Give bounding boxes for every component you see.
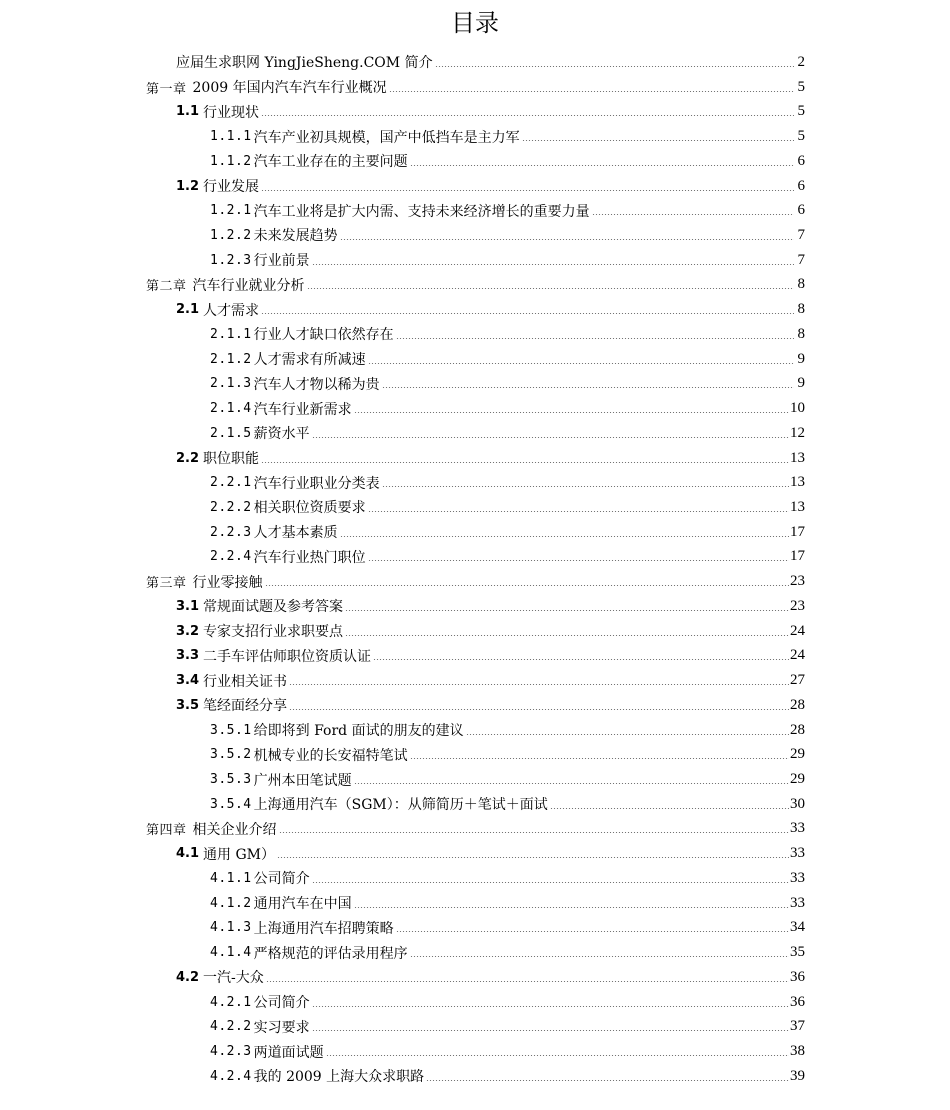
toc-entry-title: 上海通用汽车招聘策略 [253,920,394,937]
dot-leader [382,387,794,388]
toc-entry[interactable] [146,817,805,842]
dot-leader [289,709,789,710]
toc-entry-page-number: 33 [790,869,805,886]
toc-entry-page-number: 8 [797,301,805,318]
toc-entry-title: 汽车工业存在的主要问题 [253,154,408,171]
toc-entry-title: 应届生求职网 YingJieSheng.COM 简介 [176,55,433,72]
dot-leader [550,808,789,809]
toc-entry-page-number: 34 [790,919,805,936]
toc-entry-number: 3.2 [176,623,200,639]
toc-entry-number: 4.1 [176,846,200,862]
toc-entry-title: 公司简介 [253,871,310,888]
toc-entry[interactable] [176,594,805,619]
toc-entry-number: 1.1.2 [210,153,252,169]
toc-entry-number: 2.1.1 [210,326,252,342]
toc-entry-page-number: 29 [790,746,805,763]
dot-leader [396,338,794,339]
toc-entry-title: 我的 2009 上海大众求职路 [253,1069,425,1086]
toc-entry-page-number: 10 [790,400,805,417]
toc-entry[interactable] [176,965,805,990]
toc-entry-title: 汽车人才物以稀为贵 [253,376,380,393]
toc-entry-title: 严格规范的评估录用程序 [253,945,408,962]
toc-entry[interactable] [210,866,805,891]
toc-entry-number: 2.1.5 [210,425,252,441]
toc-entry[interactable] [176,668,805,693]
toc-entry-number: 4.2.2 [210,1019,252,1035]
toc-entry-number: 1.2.3 [210,252,252,268]
toc-entry-number: 1.1.1 [210,129,252,145]
toc-entry-number: 第三章 [146,576,187,592]
toc-entry-title: 汽车行业热门职位 [253,549,366,566]
toc-entry-title: 一汽-大众 [203,970,264,987]
toc-entry-page-number: 9 [797,350,805,367]
toc-entry-page-number: 8 [797,325,805,342]
toc-entry-title: 广州本田笔试题 [253,772,352,789]
toc-entry-title: 相关职位资质要求 [253,500,366,517]
toc-entry-page-number: 6 [797,202,805,219]
toc-entry-page-number: 23 [790,573,805,590]
toc-entry-number: 3.5.4 [210,796,252,812]
toc-entry-title: 常规面试题及参考答案 [203,599,344,616]
toc-entry-title: 专家支招行业求职要点 [203,624,344,641]
toc-entry[interactable] [210,990,805,1015]
dot-leader [261,462,789,463]
toc-entry-title: 汽车行业职业分类表 [253,475,380,492]
dot-leader [266,981,789,982]
toc-entry[interactable] [210,248,805,273]
dot-leader [354,907,789,908]
toc-entry[interactable] [176,50,805,75]
toc-entry-number: 4.1.2 [210,895,252,911]
toc-entry-page-number: 5 [797,78,805,95]
toc-entry-number: 第四章 [146,823,187,839]
toc-entry-title: 汽车产业初具规模，国产中低挡车是主力军 [253,129,520,146]
dot-leader [354,412,789,413]
dot-leader [261,115,794,116]
toc-entry[interactable] [210,1064,805,1089]
toc-entry-title: 上海通用汽车（SGM）：从筛简历＋笔试＋面试 [253,797,548,814]
toc-entry-title: 2009 年国内汽车汽车行业概况 [192,80,387,97]
dot-leader [312,437,789,438]
toc-entry-page-number: 24 [790,647,805,664]
toc-entry[interactable] [210,742,805,767]
toc-entry[interactable] [176,99,805,124]
toc-entry-page-number: 6 [797,152,805,169]
dot-leader [345,610,789,611]
toc-entry[interactable] [210,198,805,223]
toc-entry-page-number: 6 [797,177,805,194]
toc-entry-page-number: 37 [790,1018,805,1035]
toc-entry[interactable] [210,371,805,396]
toc-entry-number: 2.2 [176,450,200,466]
toc-entry[interactable] [146,569,805,594]
toc-entry-page-number: 36 [790,968,805,985]
toc-entry-page-number: 13 [790,498,805,515]
toc-entry-number: 3.5.1 [210,722,252,738]
toc-entry-title: 公司简介 [253,995,310,1012]
toc-entry-number: 1.2.1 [210,203,252,219]
dot-leader [279,832,789,833]
toc-entry-number: 2.1.4 [210,401,252,417]
toc-entry[interactable] [210,495,805,520]
toc-entry-page-number: 5 [797,128,805,145]
toc-entry-page-number: 39 [790,1067,805,1084]
toc-entry-number: 3.5.3 [210,772,252,788]
toc-entry[interactable] [210,767,805,792]
toc-entry-page-number: 35 [790,944,805,961]
dot-leader [307,288,794,289]
toc-entry[interactable] [146,273,805,298]
dot-leader [289,684,789,685]
dot-leader [426,1080,789,1081]
toc-entry-title: 人才需求 [203,302,260,319]
toc-entry-title: 行业发展 [203,179,260,195]
toc-entry-title: 人才基本素质 [253,525,338,542]
toc-entry-number: 3.5 [176,697,200,713]
toc-entry-title: 行业相关证书 [203,673,288,690]
toc-entry-page-number: 17 [790,548,805,565]
toc-entry-page-number: 8 [797,276,805,293]
dot-leader [373,659,789,660]
toc-entry-page-number: 13 [790,449,805,466]
toc-entry[interactable] [210,718,805,743]
toc-entry-number: 4.1.3 [210,920,252,936]
toc-entry[interactable] [210,149,805,174]
toc-entry[interactable] [176,297,805,322]
toc-entry[interactable] [176,693,805,718]
toc-entry[interactable] [210,124,805,149]
toc-entry-page-number: 5 [797,103,805,120]
toc-entry[interactable] [176,841,805,866]
toc-entry-title: 通用汽车在中国 [253,896,352,913]
toc-entry[interactable] [210,940,805,965]
toc-entry-page-number: 28 [790,721,805,738]
toc-entry-title: 行业人才缺口依然存在 [253,327,394,344]
toc-entry[interactable] [146,75,805,100]
dot-leader [368,511,789,512]
toc-entry-page-number: 28 [790,696,805,713]
dot-leader [261,190,794,191]
toc-entry-number: 2.2.4 [210,549,252,565]
toc-entry-number: 1.2 [176,178,200,194]
toc-entry[interactable] [210,545,805,570]
toc-entry-page-number: 24 [790,622,805,639]
dot-leader [466,734,789,735]
toc-entry-number: 3.4 [176,673,200,689]
toc-entry-title: 实习要求 [253,1019,310,1036]
toc-entry-title: 行业现状 [203,104,260,121]
toc-entry-page-number: 23 [790,597,805,614]
dot-leader [312,882,789,883]
toc-entry-page-number: 27 [790,672,805,689]
toc-entry-number: 4.2 [176,969,200,985]
toc-entry[interactable] [210,891,805,916]
toc-entry-number: 4.1.4 [210,945,252,961]
toc-entry-page-number: 33 [790,820,805,837]
toc-entry-title: 汽车行业就业分析 [192,277,305,294]
dot-leader [312,264,794,265]
toc-entry-title: 未来发展趋势 [253,228,338,245]
dot-leader [410,165,794,166]
toc-entry-number: 2.1.3 [210,376,252,392]
toc-entry-title: 行业零接触 [192,574,263,591]
toc-entry[interactable] [210,1014,805,1039]
toc-entry-page-number: 33 [790,845,805,862]
toc-entry[interactable] [210,347,805,372]
toc-entry-number: 2.2.2 [210,499,252,515]
dot-leader [368,363,794,364]
toc-entry[interactable] [210,520,805,545]
page-title: 目录 [451,9,499,37]
toc-entry[interactable] [210,396,805,421]
toc-entry-title: 人才需求有所减速 [253,352,366,369]
dot-leader [368,560,789,561]
dot-leader [340,239,794,240]
toc-entry[interactable] [176,174,805,199]
toc-entry-title: 相关企业介绍 [192,821,277,838]
dot-leader [592,214,794,215]
toc-entry-page-number: 7 [797,251,805,268]
toc-entry-title: 两道面试题 [253,1044,324,1061]
toc-entry-number: 1.1 [176,104,200,120]
toc-entry-page-number: 33 [790,894,805,911]
toc-entry-number: 2.2.1 [210,475,252,491]
toc-entry-title: 行业前景 [253,253,310,270]
toc-entry-number: 2.1 [176,302,200,318]
toc-entry-page-number: 13 [790,474,805,491]
toc-entry-number: 4.2.1 [210,994,252,1010]
toc-entry-title: 汽车工业将是扩大内需、支持未来经济增长的重要力量 [253,203,590,220]
toc-entry-page-number: 2 [797,53,805,70]
dot-leader [312,1030,789,1031]
dot-leader [389,91,794,92]
toc-entry-number: 3.3 [176,648,200,664]
toc-entry[interactable] [210,916,805,941]
toc-entry-title: 笔经面经分享 [203,698,288,715]
toc-entry-page-number: 30 [790,795,805,812]
toc-entry-page-number: 38 [790,1043,805,1060]
toc-entry-number: 3.1 [176,598,200,614]
toc-entry[interactable] [210,322,805,347]
dot-leader [410,758,789,759]
toc-entry-page-number: 9 [797,375,805,392]
dot-leader [277,857,789,858]
dot-leader [354,783,789,784]
toc-entry-number: 3.5.2 [210,747,252,763]
toc-entry-title: 机械专业的长安福特笔试 [253,747,408,764]
dot-leader [396,931,789,932]
toc-entry[interactable] [210,1039,805,1064]
toc-entry[interactable] [210,792,805,817]
toc-entry[interactable] [176,619,805,644]
dot-leader [326,1055,789,1056]
toc-entry-page-number: 17 [790,523,805,540]
toc-entry-number: 4.1.1 [210,870,252,886]
toc-entry-number: 2.1.2 [210,351,252,367]
dot-leader [435,66,794,67]
dot-leader [345,635,789,636]
dot-leader [261,313,794,314]
toc-entry-number: 1.2.2 [210,227,252,243]
toc-entry[interactable] [210,421,805,446]
toc-entry-page-number: 12 [790,424,805,441]
toc-entry-number: 第一章 [146,81,187,97]
toc-entry-page-number: 36 [790,993,805,1010]
dot-leader [382,486,789,487]
toc-entry[interactable] [176,446,805,471]
toc-entry-title: 给即将到 Ford 面试的朋友的建议 [253,723,464,740]
toc-entry-number: 4.2.3 [210,1044,252,1060]
toc-entry-title: 薪资水平 [253,426,310,443]
toc-entry[interactable] [176,644,805,669]
toc-entry-number: 2.2.3 [210,524,252,540]
dot-leader [410,956,789,957]
toc-entry[interactable] [210,223,805,248]
toc-entry-page-number: 29 [790,771,805,788]
dot-leader [265,585,789,586]
toc-entry-number: 第二章 [146,279,187,295]
toc-entry[interactable] [210,470,805,495]
toc-entry-title: 汽车行业新需求 [253,401,352,418]
dot-leader [312,1006,789,1007]
toc-entry-title: 通用 GM） [203,846,275,863]
dot-leader [522,140,794,141]
toc-entry-title: 职位职能 [203,451,260,468]
dot-leader [340,536,789,537]
toc-entry-title: 二手车评估师职位资质认证 [203,648,372,665]
toc-entry-number: 4.2.4 [210,1068,252,1084]
toc-entry-page-number: 7 [797,226,805,243]
